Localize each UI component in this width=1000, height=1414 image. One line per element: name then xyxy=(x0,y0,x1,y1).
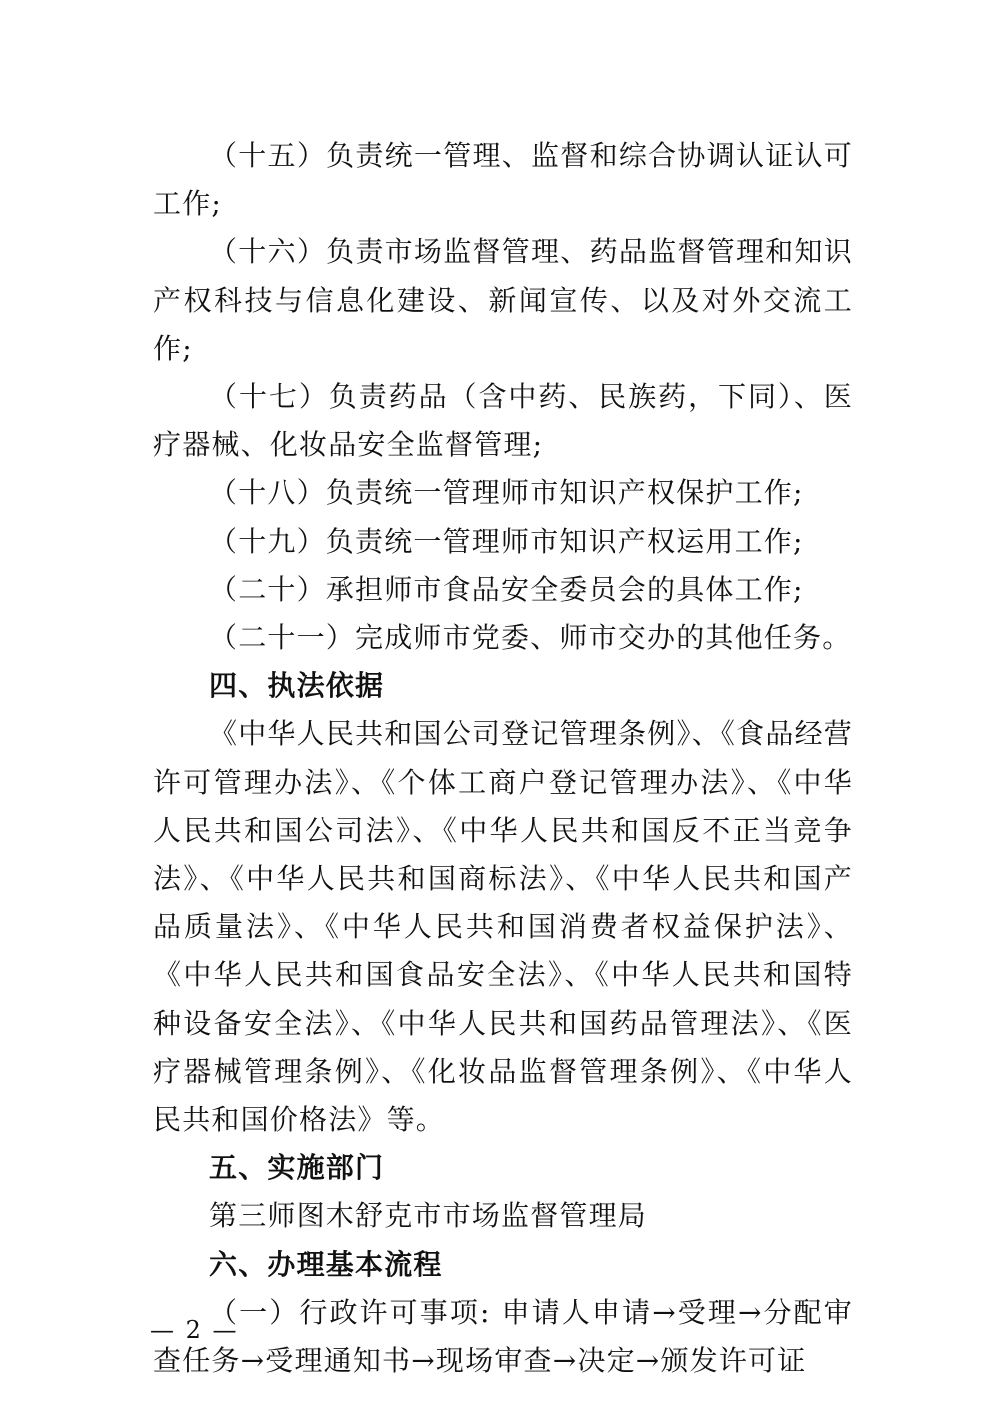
document-body xyxy=(153,132,853,1385)
duty-item-15: （十五）负责统一管理、监督和综合协调认证认可工作; xyxy=(153,139,853,221)
section-heading-department: 五、实施部门 xyxy=(209,1151,385,1185)
legal-basis-paragraph: 《中华人民共和国公司登记管理条例》、《食品经营许可管理办法》、《个体工商户登记管理办法》、《中华人民共和国公司法》、《中华人民共和国反不正当竞争法》、《中华人民共和国商标法》、《中华人民共和国产品质量法》、《中华人民共和国消费者权益保护法》、《中华人民共和国食品安全法》、《中华人民共和国特种设备安全法》、《中华人民共和国药品管理法》、《医疗器械管理条例》、《化妆品监督管理条例》、《中华人民共和国价格法》等。 xyxy=(153,717,853,1137)
section-heading-legal-basis: 四、执法依据 xyxy=(209,669,385,703)
duty-item-20: （二十）承担师市食品安全委员会的具体工作; xyxy=(209,572,804,606)
duty-item-18: （十八）负责统一管理师市知识产权保护工作; xyxy=(209,476,804,510)
duty-item-16: （十六）负责市场监督管理、药品监督管理和知识产权科技与信息化建设、新闻宣传、以及对外交流工作; xyxy=(153,235,853,365)
duty-item-17: （十七）负责药品（含中药、民族药，下同）、医疗器械、化妆品安全监督管理; xyxy=(153,380,853,462)
duty-item-21: （二十一）完成师市党委、师市交办的其他任务。 xyxy=(209,621,852,655)
department-paragraph: 第三师图木舒克市市场监督管理局 xyxy=(209,1199,648,1233)
page-number: — 2 — xyxy=(150,1316,239,1344)
duty-item-19: （十九）负责统一管理师市知识产权运用工作; xyxy=(209,524,804,558)
section-heading-process: 六、办理基本流程 xyxy=(209,1247,443,1281)
process-paragraph: （一）行政许可事项: 申请人申请→受理→分配审查任务→受理通知书→现场审查→决定→颁发许可证 xyxy=(153,1295,853,1378)
